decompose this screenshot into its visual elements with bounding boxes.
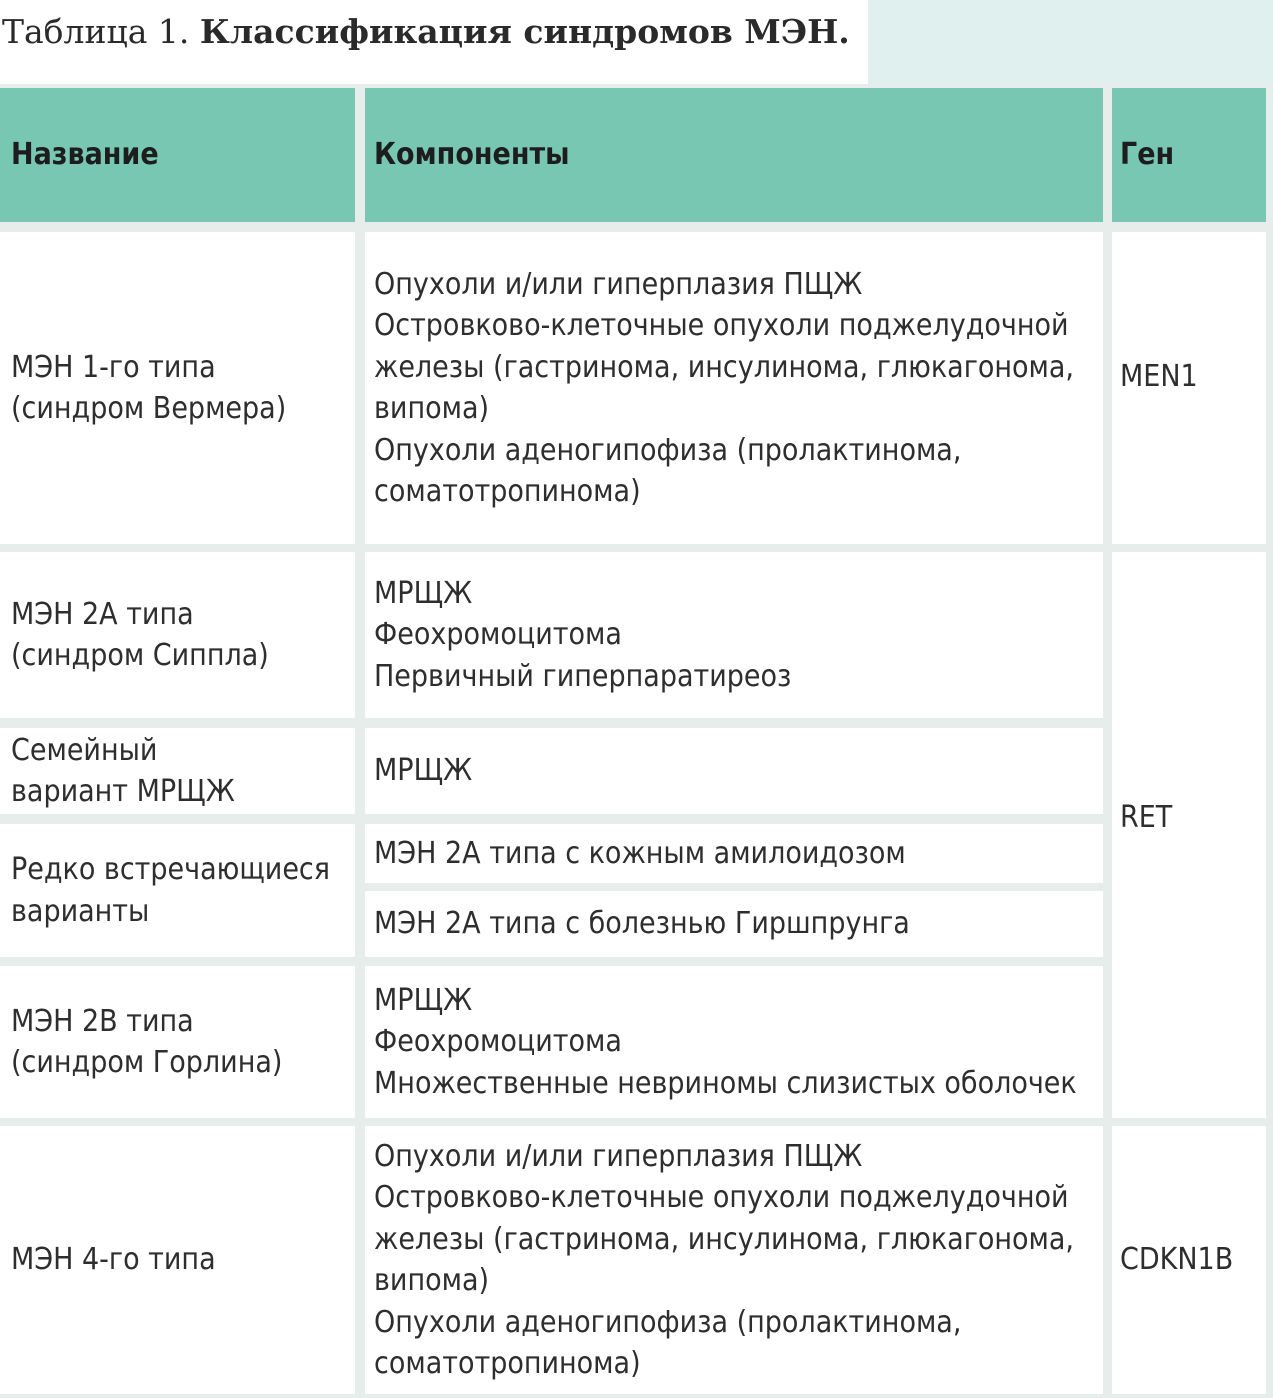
row-rare-components-1: МЭН 2А типа с кожным амилоидозом (365, 824, 1103, 883)
caption-tint (868, 0, 1273, 84)
header-gene: Ген (1112, 88, 1266, 222)
row-men4-components: Опухоли и/или гиперплазия ПЩЖ Островково-клеточные опухоли поджелудочной железы (гастринома, инсулинома, глюкагонома, випома) Опухоли аденогипофиза (пролактинома, соматотропинома) (365, 1126, 1103, 1394)
row-men2b-name: МЭН 2В типа (синдром Горлина) (0, 966, 355, 1118)
row-men2a-components: МРЩЖ Феохромоцитома Первичный гиперпаратиреоз (365, 552, 1103, 718)
row-men4-name: МЭН 4-го типа (0, 1126, 355, 1394)
row-men1-name: МЭН 1-го типа (синдром Вермера) (0, 232, 355, 544)
caption-title: Классификация синдромов МЭН. (199, 12, 850, 51)
row-familial-name: Семейный вариант МРЩЖ (0, 728, 355, 814)
classification-table (0, 84, 1273, 1398)
row-men1-components: Опухоли и/или гиперплазия ПЩЖ Островково-клеточные опухоли поджелудочной железы (гастринома, инсулинома, глюкагонома, випома) Опухоли аденогипофиза (пролактинома, соматотропинома) (365, 232, 1103, 544)
row-familial-components: МРЩЖ (365, 728, 1103, 814)
header-name: Название (0, 88, 355, 222)
caption-label: Таблица 1. (2, 12, 190, 51)
table-caption (2, 10, 850, 60)
row-men2a-name: МЭН 2А типа (синдром Сиппла) (0, 552, 355, 718)
row-men1-gene: MEN1 (1112, 232, 1266, 544)
row-men4-gene: CDKN1B (1112, 1126, 1266, 1394)
header-components: Компоненты (365, 88, 1103, 222)
ret-gene-cell: RET (1112, 552, 1266, 1118)
row-rare-name: Редко встречающиеся варианты (0, 824, 355, 957)
row-rare-components-2: МЭН 2А типа с болезнью Гиршпрунга (365, 891, 1103, 957)
row-men2b-components: МРЩЖ Феохромоцитома Множественные невриномы слизистых оболочек (365, 966, 1103, 1118)
